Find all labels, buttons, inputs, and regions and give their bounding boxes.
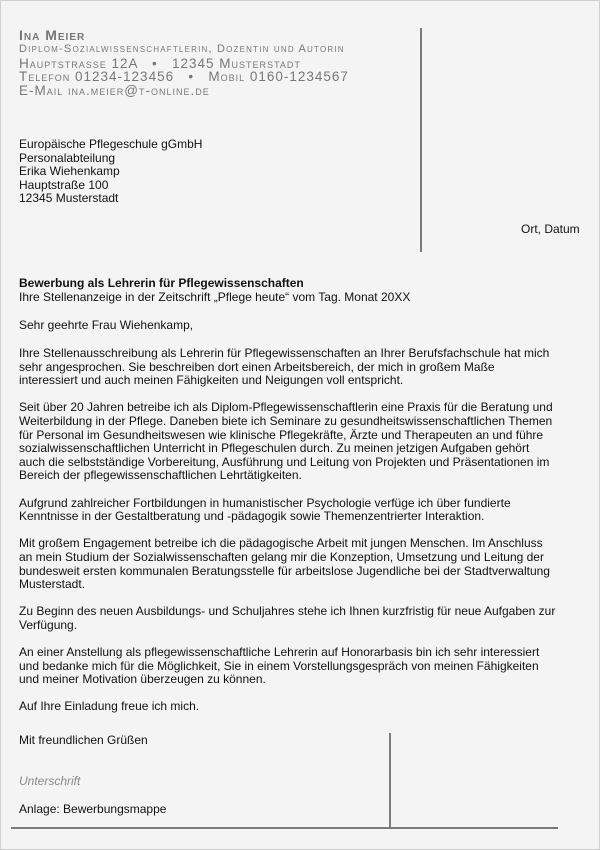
paragraph-line: interessiert und auch meinen Fähigkeiten und Neigungen voll entspricht. (19, 373, 404, 388)
paragraph-line: Verfügung. (19, 617, 78, 632)
paragraph-line: An einer Anstellung als pflegewissenschaftliche Lehrerin auf Honorarbasis bin ich sehr interessiert (19, 645, 540, 660)
paragraph (19, 605, 555, 632)
paragraph-line: und meiner Motivation überzeugen zu können. (19, 672, 266, 687)
sender-title: Diplom-Sozialwissenschaftlerin, Dozentin und Autorin (19, 43, 345, 55)
sender-email: E-Mail ina.meier@t-online.de (19, 82, 210, 98)
paragraph-line: sozialwissenschaftlichen Unterricht in Pflegeschulen durch. Zu meinen jetzigen Aufgaben gehört (19, 441, 530, 456)
paragraph (19, 700, 555, 714)
subject: Bewerbung als Lehrerin für Pflegewissenschaften (19, 276, 304, 290)
paragraph-line: sehr angesprochen. Sie beschreiben dort einen Arbeitsbereich, der mich in großem Maße (19, 359, 495, 374)
recipient-line: Europäische Pflegeschule gGmbH (19, 137, 203, 151)
paragraph-line: Seit über 20 Jahren betreibe ich als Diplom-Pflegewissenschaftlerin eine Praxis für die Beratung und (19, 400, 553, 415)
recipient-line: Personalabteilung (19, 150, 116, 165)
paragraph-line: Ihre Stellenausschreibung als Lehrerin für Pflegewissenschaften an Ihrer Berufsfachschule hat mich (19, 346, 550, 360)
letter-body (19, 347, 555, 728)
paragraph (19, 347, 555, 388)
enclosure: Anlage: Bewerbungsmappe (19, 802, 167, 816)
paragraph (19, 537, 555, 591)
reference: Ihre Stellenanzeige in der Zeitschrift „Pflege heute“ vom Tag. Monat 20XX (19, 289, 411, 304)
paragraph-line: Aufgrund zahlreicher Fortbildungen in humanistischer Psychologie verfüge ich über fundierte (19, 495, 511, 510)
paragraph-line: Musterstadt. (19, 577, 86, 592)
paragraph (19, 646, 555, 687)
paragraph-line: Mit großem Engagement betreibe ich die pädagogische Arbeit mit jungen Menschen. Im Anschluss (19, 536, 543, 551)
paragraph (19, 497, 555, 524)
paragraph-line: auch die selbstständige Vorbereitung, Ausführung und Leitung von Projekten und Präsentationen im (19, 454, 550, 469)
paragraph-line: und bedanke mich für die Möglichkeit, Sie in einem Vorstellungsgespräch von meinen Fähigkeiten (19, 658, 539, 673)
letterhead (19, 28, 349, 97)
paragraph-line: Kenntnisse in der Gestaltberatung und -pädagogik sowie Themenzentrierter Interaktion. (19, 509, 485, 524)
paragraph-line: an mein Studium der Sozialwissenschaften gelang mir die Konzeption, Umsetzung und Leitung der (19, 549, 544, 564)
paragraph-line: Auf Ihre Einladung freue ich mich. (19, 699, 200, 714)
salutation: Sehr geehrte Frau Wiehenkamp, (19, 318, 194, 332)
sender-phone: Telefon 01234-123456 • Mobil 0160-1234567 (19, 69, 349, 84)
place-date: Ort, Datum (521, 222, 580, 236)
paragraph-line: bundesweit ersten kommunalen Beratungsstelle für arbeitslose Jugendliche bei der Stadtverwaltung (19, 563, 550, 578)
signature: Unterschrift (19, 774, 81, 788)
sender-address: Hauptstrasse 12A • 12345 Musterstadt (19, 55, 301, 71)
paragraph-line: für Personal im Gesundheitswesen wie klinische Pflegekräfte, Ärzte und Therapeuten an und führe (19, 427, 544, 442)
closing: Mit freundlichen Grüßen (19, 733, 148, 747)
paragraph-line: Zu Beginn des neuen Ausbildungs- und Schuljahres stehe ich Ihnen kurzfristig für neue Aufgaben zur (19, 604, 556, 619)
sender-name: Ina Meier (19, 27, 86, 43)
footer-divider-vertical (389, 733, 391, 829)
recipient-line: 12345 Musterstadt (19, 191, 119, 206)
recipient-address (19, 138, 202, 206)
paragraph (19, 401, 555, 483)
paragraph-line: Weiterbildung in der Pflege. Daneben biete ich Seminare zu gesundheitswissenschaftlichen Themen (19, 413, 553, 428)
subject-block (19, 277, 410, 304)
header-divider (420, 28, 422, 252)
paragraph-line: Bereich der pflegewissenschaftlichen Lehrtätigkeiten. (19, 468, 302, 483)
footer-divider-horizontal (11, 827, 558, 829)
recipient-line: Hauptstraße 100 (19, 177, 109, 192)
recipient-line: Erika Wiehenkamp (19, 164, 120, 179)
